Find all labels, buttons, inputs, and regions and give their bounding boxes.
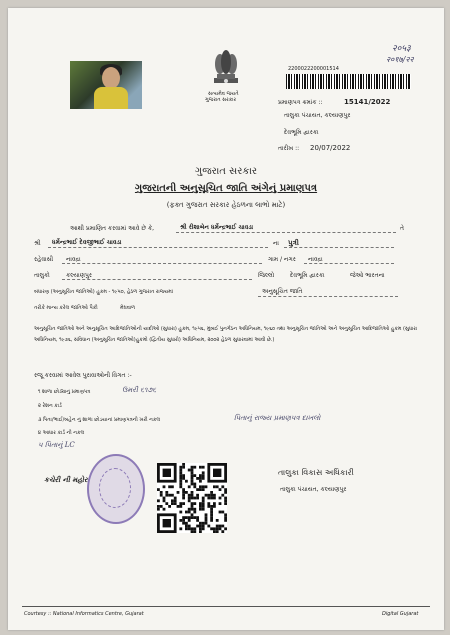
certificate-number-label: પ્રમાણપત્ર ક્રમાંક :: xyxy=(278,99,323,106)
applicant-photo xyxy=(70,61,142,109)
handwritten-number: २०५३ xyxy=(392,44,411,54)
legal-paragraph: અનુસૂચિત જાતિઓ અને અનુસૂચિત આદિજાતિઓની યાદીઓ (સુધારા) હુકમ, ૧૯૫૬, મુંબઈ પુનર્ગઠન અધિનિયમ, ૧૯૬૦ તથા અનુસૂચિત જાતિઓ અને અનુસૂચિત આદિજાતિઓ હુકમ (સુધારા અધિનિયમ, ૧૯૭૬, સંવિધાન (અનુસૂચિત જાતિઓ)હુકમો (દ્વિતીય સુધારો) અધિનિયમ, ૨૦૦૨ હેઠળ સુધારવામાં આવી છે.) xyxy=(34,326,417,343)
district-header: દેવભૂમિ દ્વારકા xyxy=(284,129,319,136)
father-name: ધર્મેન્દ્રભાઈ દેવજીભાઈ ચાવડા xyxy=(52,239,122,246)
intro-text: આથી પ્રમાણિત કરવામાં આવે છે કે, xyxy=(70,225,155,232)
applicant-name: શ્રી રીશાબેન ધર્મેન્દ્રભાઈ ચાવડા xyxy=(180,224,254,231)
village-label: ગામ / નગર xyxy=(268,256,296,263)
proof-item: ૧ શાળા છોડ્યાનું પ્રમાણપત્ર xyxy=(38,389,91,395)
handwritten-proof: ૫ પિતાનું LC xyxy=(38,441,75,449)
certificate-title: ગુજરાતની અનુસૂચિત જાતિ અંગેનું પ્રમાણપત્ર xyxy=(134,183,318,194)
state-emblem-icon xyxy=(206,46,246,90)
order-text: બંધારણ (અનુસૂચિત જાતિઓ) હુકમ - ૧૯૫૦, હેઠળ ગુજરાત રાજ્યમાં xyxy=(34,289,174,295)
emblem-caption: સત્યમેવ જયતે xyxy=(208,91,239,97)
certificate-subtitle: (ફક્ત ગુજરાત સરકાર હેઠળના લાભો માટે) xyxy=(166,201,286,209)
footer-courtesy: Courtesy :: National Informatics Centre, Gujarat xyxy=(24,611,144,617)
order-value: અનુસૂચિત જાતિ xyxy=(262,288,303,295)
footer-rule xyxy=(22,606,430,607)
proof-item: ૨ રેશન કાર્ડ xyxy=(38,403,62,409)
caste-value: મેઘવાળ xyxy=(120,305,136,311)
village-value: નાવદ્રા xyxy=(308,256,323,263)
proof-item: ૪ આધાર કાર્ડ ની નકલ xyxy=(38,430,85,436)
barcode-number: 2200022200001514 xyxy=(288,66,339,72)
certificate-number: 15141/2022 xyxy=(344,98,391,106)
certificate-page xyxy=(8,8,444,630)
proofs-heading: રજૂ કરવામાં આવેલ પુરાવાઓની વિગત :- xyxy=(34,372,132,379)
taluka-value: કલ્યાણપુર xyxy=(66,272,92,279)
emblem-caption-2: ગુજરાત સરકાર xyxy=(205,97,237,103)
district-value: દેવભૂમિ દ્વારકા xyxy=(290,272,325,279)
issue-date: 20/07/2022 xyxy=(310,144,351,152)
footer-brand: Digital Gujarat xyxy=(382,611,419,617)
father-prefix: શ્રી xyxy=(34,240,41,247)
proof-item: ૩ પિતા/ભાઈ/બહેન નું શાળા છોડયાનાં પ્રમાણપત્રની ખરી નકલ xyxy=(38,417,161,423)
office-seal xyxy=(87,454,145,524)
signatory-title: તાલુકા વિકાસ અધિકારી xyxy=(278,468,354,477)
caste-label: તરીકે માન્ય કરેલ જાતિઓ પૈકી xyxy=(34,305,98,311)
govt-title: ગુજરાત સરકાર xyxy=(194,166,258,177)
seal-handwriting: કચેરી ની મહોર xyxy=(44,475,88,484)
intro-end: તે xyxy=(400,225,404,232)
signatory-office: તાલુકા પંચાયત, કલ્યાણપુર xyxy=(280,486,347,493)
handwritten-number-2: २०१७/२२ xyxy=(386,55,414,64)
date-label: તારીખ :: xyxy=(278,145,300,152)
district-label: જિલ્લો xyxy=(258,272,275,279)
relation-value: પુત્રી xyxy=(288,239,299,247)
residence-value: નાવદ્રા xyxy=(66,256,81,263)
residence-label: રહેવાસી xyxy=(34,256,54,263)
taluka-label: તાલુકો xyxy=(34,272,50,279)
handwritten-proof: પિતાનું રાજ્ય પ્રમાણપત્ર દાખલો xyxy=(234,414,321,422)
handwritten-proof: ઉમરી ૬૧૭૬ xyxy=(122,386,157,394)
district-tail: જેઓ ભારતના xyxy=(350,272,385,279)
qr-code xyxy=(157,463,227,533)
barcode xyxy=(286,74,411,89)
issuer-office: તાલુકા પંચાયત, કલ્યાણપુર xyxy=(284,112,351,119)
relation-label: ના xyxy=(273,240,279,247)
